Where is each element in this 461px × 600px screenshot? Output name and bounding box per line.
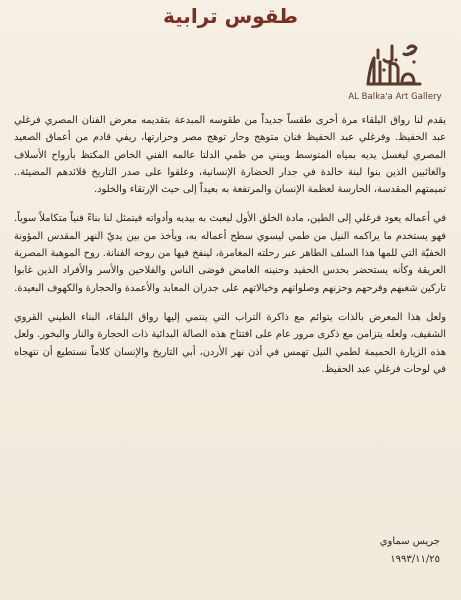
author-name: جريس سماوي bbox=[379, 536, 440, 547]
gallery-logo bbox=[340, 40, 450, 110]
signature-block bbox=[200, 533, 440, 569]
article-body bbox=[14, 112, 446, 390]
paragraph-1: يقدم لنا رواق البلقاء مرة أخرى طقساً جديداً من طقوسه المبدعة بتقديمه معرض الفنان المصري فرغلي عبد الحفيظ. وفرغلي عبد الحفيظ فنان متوهج وحار توهج مصر وحرارتها، ريفي قادم من أعماق الصعيد المصري ليغسل يديه بمياه المتوسط ويبني من طمي الدلتا عالمه الفني الخاص المكتظ بأرواح الأسلاف والغائبين الذين بنوا لبنة خالدة في جدار الحضارة الإنسانية، وعلقوا على صدر التاريخ قلائدهم المضيئة.. تميمتهم المقدسة، الحارسة لعظمة الإنسان والمرتفعة به بعيداً إلى حيث الإرتقاء والخلود. bbox=[14, 115, 446, 196]
signature-date: ١٩٩٣/١١/٢٥ bbox=[390, 554, 440, 565]
paragraph-2: في أعماله يعود فرغلي إلى الطين، مادة الخلق الأول ليعبث به بيديه وأدواته فيتمثل لنا بناءً فنياً متكاملاً سوياً. فهو يستخدم ما يراكمه النيل من طمي ليسوي سطح أعماله به، ويأخذ من بين يديّ النهر المقدس المؤونة الخفيّة التي للمها هذا السلف الطاهر عبر رحلته المغامرة، لينفخ فيها من روحه الفنانة. روح الموهبة المصرية العريقة وكأنه يستحضر بحدس الحفيد وحنينه الغامض فوضى الناس والفلاحين والأسر والأفراد الذين غابوا تاركين شغبهم وفرحهم وحزنهم وصلواتهم وخيالاتهم على جدران المعابد والأعمدة والحجارة والكهوف البعيدة. bbox=[14, 213, 446, 294]
gallery-logo-mark bbox=[364, 40, 426, 88]
paragraph-3: ولعل هذا المعرض بالذات يتوائم مع ذاكرة التراب التي ينتمي إليها رواق البلقاء، البناء الطيني القروي الشفيف، ولعله يتزامن مع ذكرى مرور عام على افتتاح هذه الصالة البدائية ذات الحجارة والنار والبخور. ولعل هذه الزيارة الحميمة لطمي النيل تهمس في أذن نهر الأردن، أبي التاريخ والإنسان كلاماً نستطيع أن نتهجاه في لوحات فرغلي عبد الحفيظ. bbox=[14, 311, 446, 375]
gallery-logo-caption: AL Balka'a Art Gallery bbox=[348, 91, 442, 101]
document-title: طقوس ترابية bbox=[163, 4, 298, 28]
